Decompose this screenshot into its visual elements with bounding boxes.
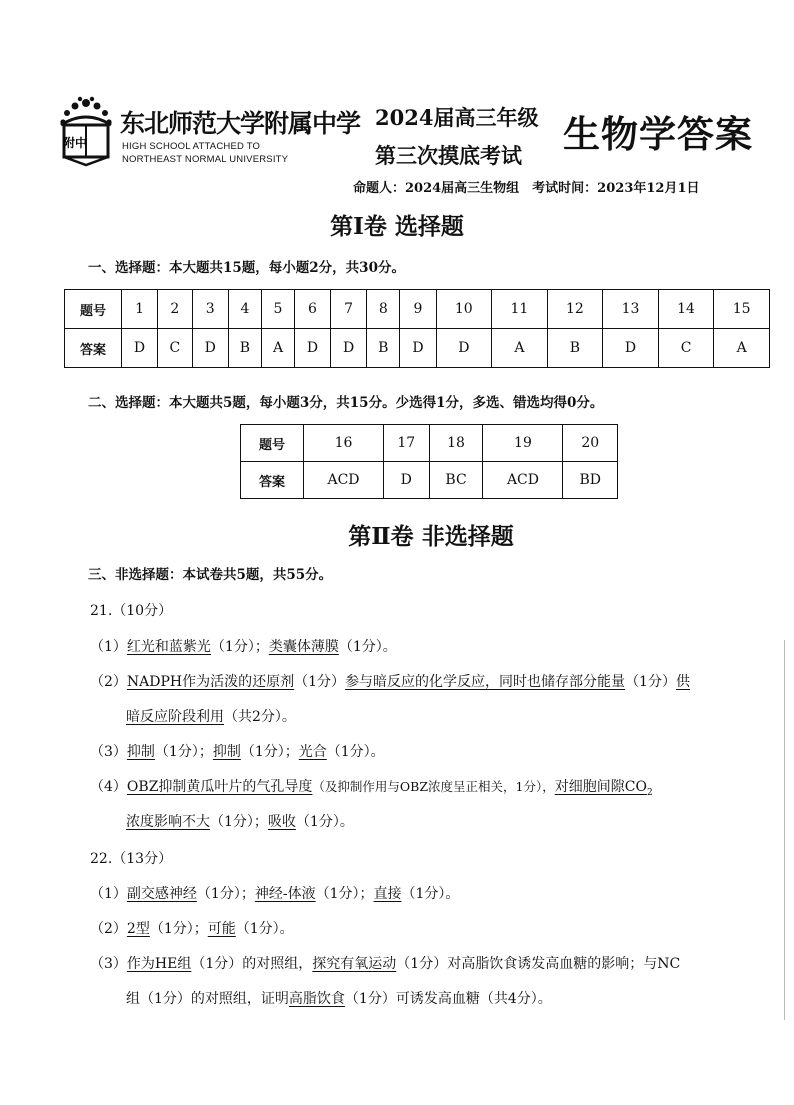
answer-cell: D (331, 329, 367, 368)
plain-text: 可诱发高血糖（共4分）。 (395, 991, 552, 1007)
q21-part1 (90, 636, 397, 656)
answer-text: 光合 (298, 744, 327, 760)
plain-text: 组 (126, 991, 140, 1007)
svg-text:附中: 附中 (62, 136, 88, 150)
school-name-en-line1: HIGH SCHOOL ATTACHED TO (122, 141, 261, 152)
plain-text: 的对照组， (242, 956, 313, 972)
plain-text: 对高脂饮食诱发高血糖的影响；与NC (447, 956, 681, 972)
grade-label: 2024届高三年级 (375, 105, 539, 130)
answer-text: 作为HE组 (126, 956, 192, 972)
answer-text: 2型 (126, 921, 150, 937)
table-row-questions (241, 425, 618, 462)
answer-cell: BD (563, 462, 618, 499)
question-number: 9 (400, 290, 436, 329)
answer-text: 副交感神经 (126, 886, 197, 902)
answer-cell: C (658, 329, 714, 368)
question-number: 17 (384, 425, 430, 462)
part-number: （2） (90, 674, 127, 690)
score-note: （1分） (344, 991, 396, 1007)
question-number: 18 (429, 425, 483, 462)
answer-cell: ACD (304, 462, 384, 499)
q21-part4-cont (126, 811, 354, 831)
question-number: 12 (547, 290, 603, 329)
q22-heading: 22.（13分） (90, 851, 173, 867)
score-note: （1分）。 (295, 814, 354, 830)
score-note: （1分）。 (338, 639, 397, 655)
part-number: （1） (90, 886, 127, 902)
table-row-answers (65, 329, 770, 368)
answer-cell: C (158, 329, 193, 368)
answer-text: 抑制 (212, 744, 241, 760)
score-note: （1分）； (196, 886, 255, 902)
score-note: （1分） (625, 674, 676, 690)
score-note: （及抑制作用与OBZ浓度呈正相关，1分）， (312, 779, 555, 794)
score-note: （1分）； (154, 744, 213, 760)
answer-cell: A (262, 329, 295, 368)
answer-text: 抑制 (126, 744, 155, 760)
section2-title: 二、选择题：本大题共5题，每小题3分，共15分。少选得1分，多选、错选均得0分。 (88, 395, 604, 411)
score-note: （1分） (191, 956, 243, 972)
answer-cell: D (436, 329, 492, 368)
row-label: 题号 (65, 290, 122, 329)
answer-table-2 (240, 424, 618, 499)
subscript: 2 (646, 787, 653, 798)
q21-part2-cont (126, 706, 296, 726)
part-number: （1） (90, 639, 127, 655)
question-number: 4 (228, 290, 261, 329)
question-number: 1 (122, 290, 158, 329)
q21-part2 (90, 671, 690, 691)
q21-part3 (90, 741, 385, 761)
answer-cell: A (492, 329, 548, 368)
answer-text: 探究有氧运动 (312, 956, 397, 972)
question-number: 10 (436, 290, 492, 329)
question-number: 7 (331, 290, 367, 329)
school-name-en-line2: NORTHEAST NORMAL UNIVERSITY (122, 154, 289, 165)
score-note: （共2分）。 (224, 709, 296, 725)
score-note: （1分）。 (326, 744, 385, 760)
answer-text: 直接 (373, 886, 402, 902)
row-label: 题号 (241, 425, 304, 462)
row-label: 答案 (65, 329, 122, 368)
answer-text: OBZ抑制黄瓜叶片的气孔导度 (126, 779, 313, 795)
answer-cell: D (384, 462, 430, 499)
question-number: 15 (714, 290, 770, 329)
question-number: 2 (158, 290, 193, 329)
score-note: （1分）； (315, 886, 374, 902)
score-note: （1分）； (240, 744, 299, 760)
score-note: （1分）。 (401, 886, 460, 902)
school-name-cn: 东北师范大学附属中学 (120, 109, 361, 138)
question-number: 19 (483, 425, 563, 462)
answer-text: 对细胞间隙CO (554, 779, 647, 795)
answer-text: 神经-体液 (254, 886, 316, 902)
score-note: （1分） (294, 674, 346, 690)
table-row-questions (65, 290, 770, 329)
answer-text: 类囊体薄膜 (268, 639, 339, 655)
q21-heading: 21.（10分） (90, 603, 173, 619)
answer-text: 高脂饮食 (288, 991, 345, 1007)
q22-part2 (90, 918, 294, 938)
subject-title: 生物学答案 (563, 112, 753, 156)
answer-text: 吸收 (267, 814, 296, 830)
volume2-title: 第Ⅱ卷 非选择题 (348, 523, 514, 550)
answer-table-1 (64, 289, 770, 368)
answer-cell: B (228, 329, 261, 368)
score-note: （1分） (140, 991, 191, 1007)
score-note: （1分）； (210, 814, 268, 830)
answer-text: 参与暗反应的化学反应，同时也储存部分能量 (345, 674, 626, 690)
question-number: 20 (563, 425, 618, 462)
part-number: （4） (90, 779, 127, 795)
score-note: （1分）。 (235, 921, 294, 937)
score-note: （1分） (396, 956, 448, 972)
question-number: 13 (603, 290, 659, 329)
answer-cell: A (714, 329, 770, 368)
exam-meta: 命题人：2024届高三生物组 考试时间：2023年12月1日 (353, 181, 700, 196)
question-number: 6 (294, 290, 330, 329)
answer-cell: BC (429, 462, 483, 499)
answer-text: 供 (675, 674, 690, 690)
exam-label: 第三次摸底考试 (375, 143, 522, 168)
answer-cell: ACD (483, 462, 563, 499)
section3-title: 三、非选择题：本试卷共5题，共55分。 (88, 567, 333, 583)
answer-cell: B (547, 329, 603, 368)
question-number: 11 (492, 290, 548, 329)
q21-part4 (90, 776, 653, 798)
answer-text: 红光和蓝紫光 (126, 639, 211, 655)
part-number: （2） (90, 921, 127, 937)
score-note: （1分）； (149, 921, 208, 937)
answer-cell: D (400, 329, 436, 368)
table-row-answers (241, 462, 618, 499)
part-number: （3） (90, 744, 127, 760)
answer-cell: D (192, 329, 228, 368)
answer-text: NADPH作为活泼的还原剂 (126, 674, 295, 690)
answer-cell: D (294, 329, 330, 368)
q22-part3 (90, 953, 680, 973)
answer-text: 暗反应阶段利用 (126, 709, 224, 725)
plain-text: 的对照组，证明 (190, 991, 289, 1007)
page-edge-line (784, 640, 785, 1020)
q22-part1 (90, 883, 459, 903)
section1-title: 一、选择题：本大题共15题，每小题2分，共30分。 (88, 260, 405, 276)
part-number: （3） (90, 956, 127, 972)
question-number: 16 (304, 425, 384, 462)
volume1-title: 第Ⅰ卷 选择题 (330, 213, 464, 240)
question-number: 3 (192, 290, 228, 329)
answer-cell: D (603, 329, 659, 368)
row-label: 答案 (241, 462, 304, 499)
answer-cell: B (367, 329, 400, 368)
answer-cell: D (122, 329, 158, 368)
question-number: 5 (262, 290, 295, 329)
answer-text: 可能 (207, 921, 236, 937)
school-logo (55, 95, 117, 167)
question-number: 8 (367, 290, 400, 329)
question-number: 14 (658, 290, 714, 329)
answer-text: 浓度影响不大 (126, 814, 210, 830)
score-note: （1分）； (210, 639, 269, 655)
q22-part3-cont (126, 988, 552, 1008)
